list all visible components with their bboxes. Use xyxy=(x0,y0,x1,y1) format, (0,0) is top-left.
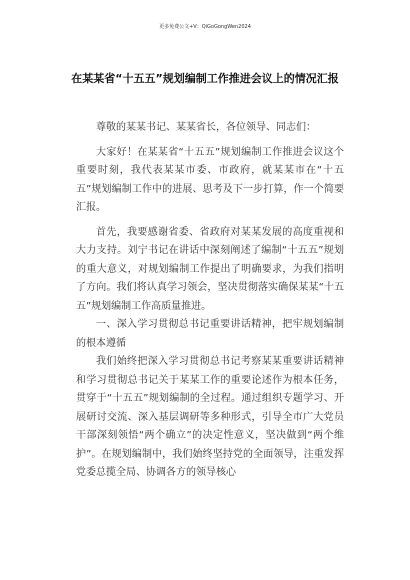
header-note: 更多免费公文+Ⅴ：QiGoGongWen2024 xyxy=(159,24,251,30)
thanks-paragraph: 首先，我要感谢省委、省政府对某某发展的高度重视和大力支持。刘宁书记在讲话中深刻阐述了编制“十五五”规划的重大意义，对规划编制工作提出了明确要求，为我们指明了方向。我们将认真学习领会，坚决贯彻落实确保某某“十五五”规划编制工作高质量推进。 xyxy=(76,226,344,312)
section-heading-1: 一、深入学习贯彻总书记重要讲话精神，把牢规划编制的根本遵循 xyxy=(76,319,344,349)
opening-paragraph: 大家好！在某某省“十五五”规划编制工作推进会议这个重要时刻，我代表某某市委、市政府，就某某市在“十五五”规划编制工作中的进展、思考及下一步打算，作一个简要汇报。 xyxy=(76,146,344,213)
salutation-paragraph: 尊敬的某某书记、某某省长，各位领导、同志们： xyxy=(96,122,316,133)
document-title: 在某某省“十五五”规划编制工作推进会议上的情况汇报 xyxy=(71,72,339,85)
document-body xyxy=(76,119,344,483)
section-1-paragraph: 我们始终把深入学习贯彻总书记考察某某重要讲话精神和学习贯彻总书记关于某某工作的重要论述作为根本任务，贯穿于“十五五”规划编制的全过程。通过组织专题学习、开展研讨交流、深入基层调研等多种形式，引导全市广大党员干部深刻领悟“两个确立”的决定性意义，坚决做到“两个维护”。在规划编制中，我们始终坚持党的全面领导，注重发挥党委总揽全局、协调各方的领导核心 xyxy=(76,356,344,478)
